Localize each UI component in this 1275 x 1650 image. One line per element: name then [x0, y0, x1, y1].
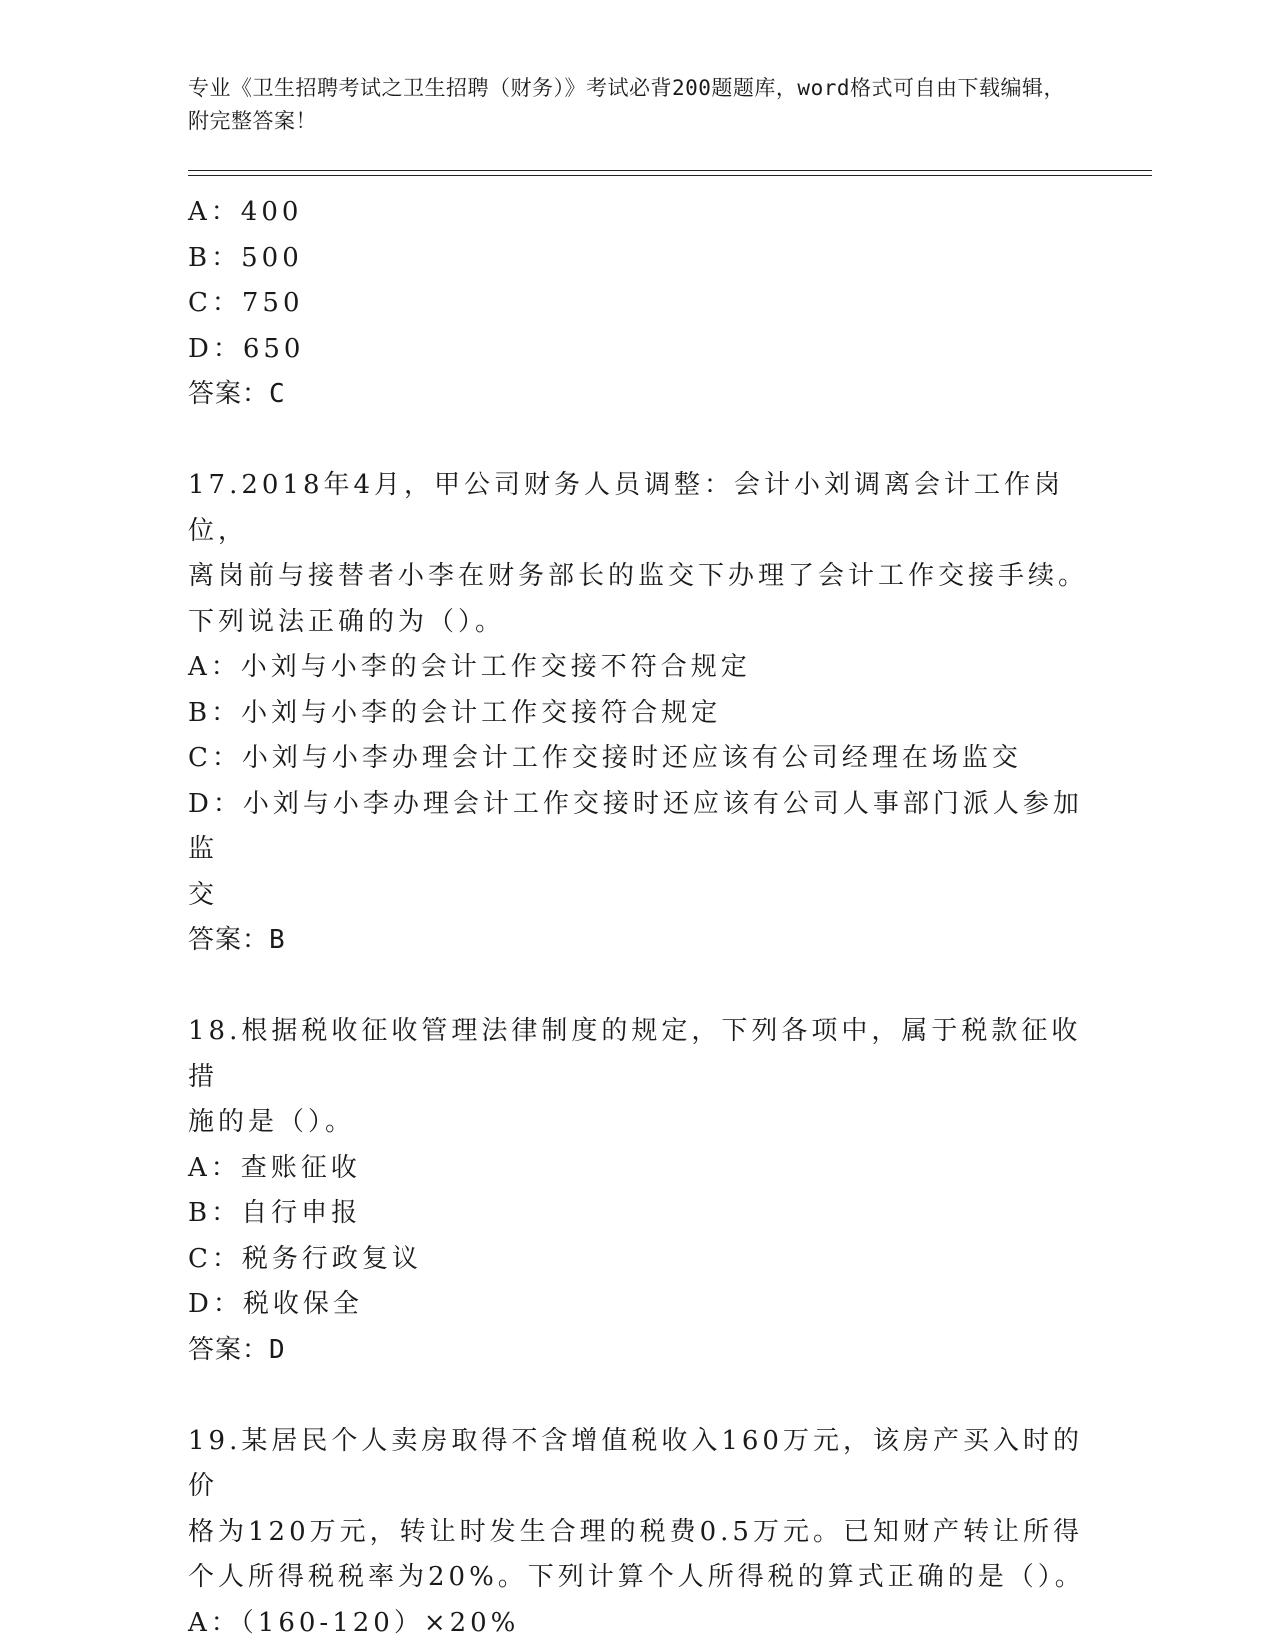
option-line: D：650	[188, 333, 305, 364]
option-line: C：小刘与小李办理会计工作交接时还应该有公司经理在场监交	[188, 743, 1022, 773]
answer-line: 答案：C	[188, 379, 286, 409]
option-line: C：税务行政复议	[188, 1243, 422, 1274]
header-rule-top	[188, 170, 1152, 171]
answer-line: 答案：D	[188, 1334, 286, 1365]
header-rule-bottom	[188, 175, 1152, 176]
question-block	[188, 463, 1088, 964]
option-line: B：500	[188, 242, 303, 273]
question-text: 个人所得税税率为20%。下列计算个人所得税的算式正确的是（）。	[188, 1562, 1085, 1592]
question-text: 施的是（）。	[188, 1107, 356, 1137]
question-block	[188, 1009, 1088, 1373]
option-line: A：查账征收	[188, 1152, 361, 1183]
option-line: C：750	[188, 288, 304, 318]
option-line: 交	[188, 879, 219, 910]
question-block	[188, 1419, 1088, 1647]
option-line: D：税收保全	[188, 1289, 363, 1319]
option-line: B：小刘与小李的会计工作交接符合规定	[188, 697, 722, 728]
question-text: 格为120万元，转让时发生合理的税费0.5万元。已知财产转让所得	[188, 1516, 1083, 1547]
question-text: 19.某居民个人卖房取得不含增值税收入160万元，该房产买入时的价	[188, 1425, 1083, 1501]
question-text: 离岗前与接替者小李在财务部长的监交下办理了会计工作交接手续。	[188, 561, 1089, 591]
option-line: B：自行申报	[188, 1198, 362, 1228]
option-line: D：小刘与小李办理会计工作交接时还应该有公司人事部门派人参加监	[188, 788, 1083, 864]
option-line: A：400	[188, 197, 303, 227]
question-block	[188, 190, 1088, 418]
document-header: 专业《卫生招聘考试之卫生招聘（财务）》考试必背200题题库，word格式可自由下载编辑，附完整答案！	[188, 76, 1065, 133]
question-text: 下列说法正确的为（）。	[188, 606, 506, 637]
question-text: 17.2018年4月，甲公司财务人员调整：会计小刘调离会计工作岗位，	[188, 470, 1065, 546]
question-text: 18.根据税收征收管理法律制度的规定，下列各项中，属于税款征收措	[188, 1016, 1082, 1092]
document-body	[188, 190, 1088, 1646]
option-line: A：（160-120）×20%	[188, 1607, 520, 1638]
answer-line: 答案：B	[188, 925, 286, 955]
option-line: A：小刘与小李的会计工作交接不符合规定	[188, 652, 751, 682]
